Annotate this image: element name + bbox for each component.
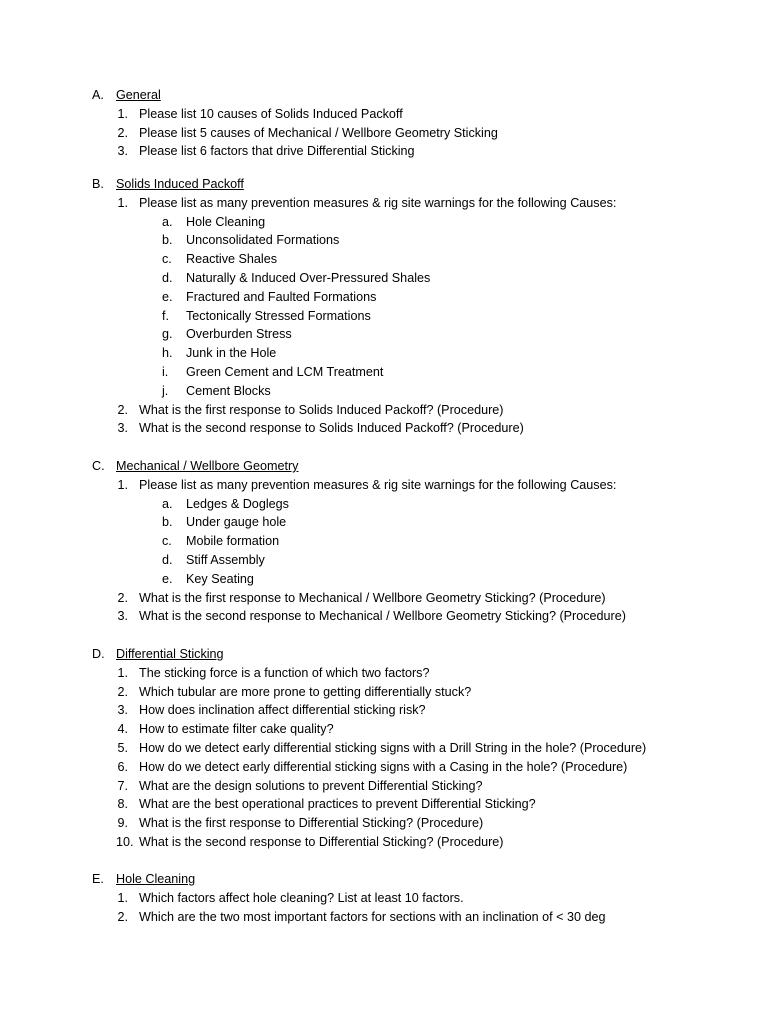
sub-item-letter: h. (162, 346, 173, 361)
sub-item-letter: i. (162, 364, 169, 379)
sub-item-letter: d. (162, 552, 173, 567)
section-general (0, 86, 768, 161)
sub-item-letter: e. (162, 571, 173, 586)
item-text: What are the best operational practices to prevent Differential Sticking? (139, 797, 536, 812)
sub-item-text: Reactive Shales (186, 252, 278, 267)
sub-item-text: Green Cement and LCM Treatment (186, 364, 384, 379)
sub-item-letter: b. (162, 515, 173, 530)
sub-item (0, 344, 768, 363)
item-number: 3. (117, 609, 128, 624)
list-item (0, 664, 768, 683)
list-item (0, 105, 768, 124)
list-item (0, 889, 768, 908)
sub-item (0, 363, 768, 382)
item-text: The sticking force is a function of which two factors? (139, 665, 430, 680)
list-item (0, 720, 768, 739)
sub-item (0, 513, 768, 532)
sub-item-text: Tectonically Stressed Formations (186, 308, 371, 323)
list-item (0, 589, 768, 608)
item-number: 5. (117, 740, 128, 755)
item-number: 6. (117, 759, 128, 774)
section-mechanical-wellbore-geometry (0, 457, 768, 626)
item-text: Please list 10 causes of Solids Induced Packoff (139, 106, 403, 121)
section-letter: E. (92, 872, 104, 886)
item-number: 2. (117, 590, 128, 605)
sub-item-text: Under gauge hole (186, 515, 287, 530)
item-text: What is the second response to Differential Sticking? (Procedure) (139, 834, 504, 849)
item-text: How does inclination affect differential sticking risk? (139, 703, 426, 718)
section-heading (0, 175, 768, 194)
item-number: 2. (117, 125, 128, 140)
list-item (0, 739, 768, 758)
section-heading (0, 870, 768, 889)
item-text: What is the second response to Mechanical / Wellbore Geometry Sticking? (Procedure) (139, 609, 626, 624)
item-number: 2. (117, 684, 128, 699)
sub-item (0, 570, 768, 589)
item-number: 1. (117, 106, 128, 121)
section-letter: A. (92, 88, 104, 102)
sub-item (0, 231, 768, 250)
sub-item-text: Cement Blocks (186, 383, 271, 398)
item-number: 10. (116, 834, 134, 849)
section-title: Differential Sticking (116, 647, 224, 661)
item-number: 1. (117, 477, 128, 492)
sub-item-text: Junk in the Hole (186, 346, 277, 361)
list-item (0, 419, 768, 438)
item-number: 2. (117, 909, 128, 924)
item-number: 3. (117, 703, 128, 718)
section-letter: B. (92, 177, 104, 191)
sub-item (0, 269, 768, 288)
list-item (0, 683, 768, 702)
list-item (0, 777, 768, 796)
item-number: 2. (117, 402, 128, 417)
sub-item-letter: d. (162, 270, 173, 285)
sub-item (0, 551, 768, 570)
item-number: 4. (117, 722, 128, 737)
sub-item-text: Fractured and Faulted Formations (186, 289, 377, 304)
list-item (0, 401, 768, 420)
item-number: 1. (117, 195, 128, 210)
item-text: How to estimate filter cake quality? (139, 722, 334, 737)
sub-item-letter: g. (162, 327, 173, 342)
section-hole-cleaning (0, 870, 768, 926)
list-item (0, 124, 768, 143)
item-text: Please list 6 factors that drive Differential Sticking (139, 144, 415, 159)
item-text: Please list as many prevention measures & rig site warnings for the following Causes: (139, 195, 617, 210)
list-item (0, 194, 768, 213)
item-number: 3. (117, 144, 128, 159)
item-text: What is the second response to Solids Induced Packoff? (Procedure) (139, 421, 524, 436)
sub-item (0, 495, 768, 514)
list-item (0, 833, 768, 852)
sub-item-text: Mobile formation (186, 534, 280, 549)
sub-item-text: Ledges & Doglegs (186, 496, 289, 511)
section-letter: C. (92, 459, 105, 473)
sub-item-letter: c. (162, 534, 172, 549)
sub-item-letter: a. (162, 214, 173, 229)
sub-item-letter: e. (162, 289, 173, 304)
sub-item (0, 250, 768, 269)
list-item (0, 142, 768, 161)
section-heading (0, 645, 768, 664)
section-heading (0, 457, 768, 476)
item-number: 7. (117, 778, 128, 793)
sub-item-letter: b. (162, 233, 173, 248)
sub-item (0, 288, 768, 307)
sub-item (0, 307, 768, 326)
item-text: What are the design solutions to prevent Differential Sticking? (139, 778, 483, 793)
list-item (0, 814, 768, 833)
item-number: 1. (117, 665, 128, 680)
section-letter: D. (92, 647, 105, 661)
list-item (0, 701, 768, 720)
sub-item-text: Key Seating (186, 571, 254, 586)
sub-item-text: Hole Cleaning (186, 214, 266, 229)
section-heading (0, 86, 768, 105)
sub-item (0, 213, 768, 232)
list-item (0, 795, 768, 814)
sub-item (0, 532, 768, 551)
item-text: Which are the two most important factors for sections with an inclination of < 30 deg (139, 909, 606, 924)
item-number: 8. (117, 797, 128, 812)
sub-item-letter: f. (162, 308, 169, 323)
sub-item-letter: c. (162, 252, 172, 267)
section-solids-induced-packoff (0, 175, 768, 438)
item-number: 1. (117, 890, 128, 905)
list-item (0, 607, 768, 626)
item-text: Please list 5 causes of Mechanical / Wellbore Geometry Sticking (139, 125, 498, 140)
item-text: Which factors affect hole cleaning? List at least 10 factors. (139, 890, 464, 905)
sub-item-letter: j. (162, 383, 169, 398)
item-text: What is the first response to Mechanical / Wellbore Geometry Sticking? (Procedure) (139, 590, 606, 605)
sub-item-text: Overburden Stress (186, 327, 292, 342)
item-text: Please list as many prevention measures & rig site warnings for the following Causes: (139, 477, 617, 492)
item-number: 3. (117, 421, 128, 436)
section-title: Mechanical / Wellbore Geometry (116, 459, 299, 473)
list-item (0, 908, 768, 927)
item-text: How do we detect early differential sticking signs with a Casing in the hole? (Procedure) (139, 759, 628, 774)
sub-item-text: Naturally & Induced Over-Pressured Shales (186, 270, 431, 285)
item-text: What is the first response to Solids Induced Packoff? (Procedure) (139, 402, 504, 417)
list-item (0, 476, 768, 495)
section-title: Solids Induced Packoff (116, 177, 244, 191)
sub-item (0, 325, 768, 344)
section-title: General (116, 88, 161, 102)
list-item (0, 758, 768, 777)
section-title: Hole Cleaning (116, 872, 196, 886)
item-text: How do we detect early differential sticking signs with a Drill String in the hole? (Procedure) (139, 740, 647, 755)
sub-item-letter: a. (162, 496, 173, 511)
section-differential-sticking (0, 645, 768, 852)
sub-item (0, 382, 768, 401)
item-text: Which tubular are more prone to getting differentially stuck? (139, 684, 472, 699)
item-text: What is the first response to Differential Sticking? (Procedure) (139, 816, 484, 831)
sub-item-text: Unconsolidated Formations (186, 233, 340, 248)
item-number: 9. (117, 816, 128, 831)
sub-item-text: Stiff Assembly (186, 552, 265, 567)
